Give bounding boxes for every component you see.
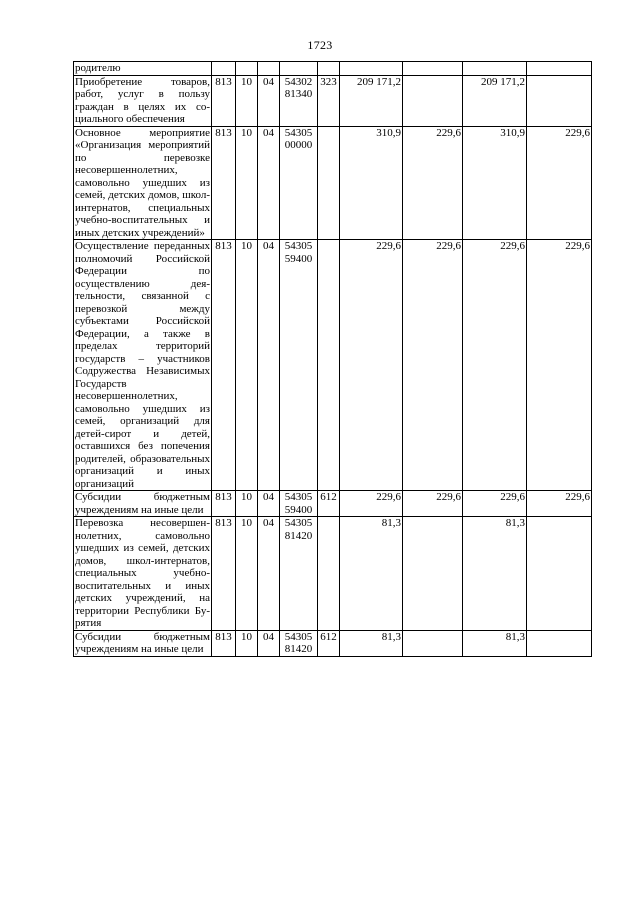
amount-4 [527,75,592,126]
amount-2: 229,6 [403,491,463,517]
target-article-code [280,240,318,491]
row-name: Приобретение товаров, работ, услуг в пользу граждан в целях их социального обеспечения [75,75,210,125]
target-article-code [280,75,318,126]
amount-2 [403,517,463,631]
amount-1 [340,62,403,76]
table-row [74,75,592,126]
ministry-code: 813 [212,75,236,126]
amount-1: 229,6 [340,491,403,517]
subsection-code [258,62,280,76]
subsection-code: 04 [258,630,280,656]
table-row [74,491,592,517]
row-name: Перевозка несовершеннолетних, самовольно ушедших из семей, детских домов, школ-интернатов, специальных учебно-воспитательных и иных детских учреждений, на территории Республики Бурятия [75,517,210,629]
amount-4 [527,517,592,631]
amount-4 [527,62,592,76]
section-code: 10 [236,517,258,631]
ministry-code [212,62,236,76]
section-code: 10 [236,75,258,126]
amount-3: 229,6 [463,240,527,491]
expense-type-code [318,240,340,491]
subsection-code: 04 [258,126,280,240]
amount-3: 81,3 [463,630,527,656]
target-article-code [280,517,318,631]
subsection-code: 04 [258,240,280,491]
amount-1: 81,3 [340,630,403,656]
page-number: 1723 [307,38,333,52]
row-name: Основное мероприятие «Организация мероприятий по перевозке несовершеннолетних, самовольно ушедших из семей, детских домов, школ-интернатов, специальных учебно-воспитательных и иных детских учреждений» [75,126,210,239]
target-article-code [280,491,318,517]
target-article-code [280,126,318,240]
table-row [74,62,592,76]
table-row [74,240,592,491]
amount-1: 310,9 [340,126,403,240]
budget-table [73,61,592,657]
target-article-part2: 81420 [284,643,313,655]
ministry-code: 813 [212,630,236,656]
section-code [236,62,258,76]
target-article-part1: 54305 [284,491,313,503]
amount-1: 81,3 [340,517,403,631]
row-name: Субсидии бюджетным учреждениям на иные цели [75,491,210,516]
expense-type-code: 612 [318,491,340,517]
amount-1: 229,6 [340,240,403,491]
table-row [74,126,592,240]
amount-3: 209 171,2 [463,75,527,126]
section-code: 10 [236,126,258,240]
amount-4: 229,6 [527,491,592,517]
amount-3 [463,62,527,76]
table-row [74,630,592,656]
ministry-code: 813 [212,126,236,240]
expense-type-code [318,517,340,631]
amount-3: 81,3 [463,517,527,631]
amount-4: 229,6 [527,126,592,240]
amount-2: 229,6 [403,240,463,491]
target-article-part2: 81340 [284,88,313,100]
amount-2 [403,62,463,76]
amount-4 [527,630,592,656]
amount-2 [403,75,463,126]
target-article-part2: 00000 [284,139,313,151]
row-name: Осуществление переданных полномочий Российской Федерации по осуществлению деятельности, связанной с перевозкой между субъектами Российской Федерации, а также в пределах территорий государств – участников Содружества Независимых Государств несовершеннолетних, самовольно ушедших из семей, организаций для детей-сирот и детей, оставшихся без попечения родителей, образовательных организаций и иных организаций [75,240,210,490]
target-article-part1: 54302 [284,75,313,88]
ministry-code: 813 [212,517,236,631]
section-code: 10 [236,630,258,656]
section-code: 10 [236,491,258,517]
subsection-code: 04 [258,491,280,517]
amount-2 [403,630,463,656]
section-code: 10 [236,240,258,491]
amount-2: 229,6 [403,126,463,240]
target-article-part2: 81420 [284,529,313,542]
expense-type-code [318,126,340,240]
target-article-part1: 54305 [284,630,313,643]
subsection-code: 04 [258,517,280,631]
amount-3: 229,6 [463,491,527,517]
subsection-code: 04 [258,75,280,126]
expense-type-code: 612 [318,630,340,656]
target-article-code [280,62,318,76]
expense-type-code: 323 [318,75,340,126]
row-name: родителю [74,62,212,76]
target-article-part2: 59400 [284,503,313,516]
target-article-part1: 54305 [284,240,313,252]
amount-4: 229,6 [527,240,592,491]
target-article-code [280,630,318,656]
target-article-part1: 54305 [284,517,313,529]
target-article-part2: 59400 [284,252,313,265]
target-article-part1: 54305 [284,126,313,139]
amount-1: 209 171,2 [340,75,403,126]
ministry-code: 813 [212,240,236,491]
amount-3: 310,9 [463,126,527,240]
expense-type-code [318,62,340,76]
row-name: Субсидии бюджетным учреждениям на иные цели [75,630,210,655]
ministry-code: 813 [212,491,236,517]
table-row [74,517,592,631]
